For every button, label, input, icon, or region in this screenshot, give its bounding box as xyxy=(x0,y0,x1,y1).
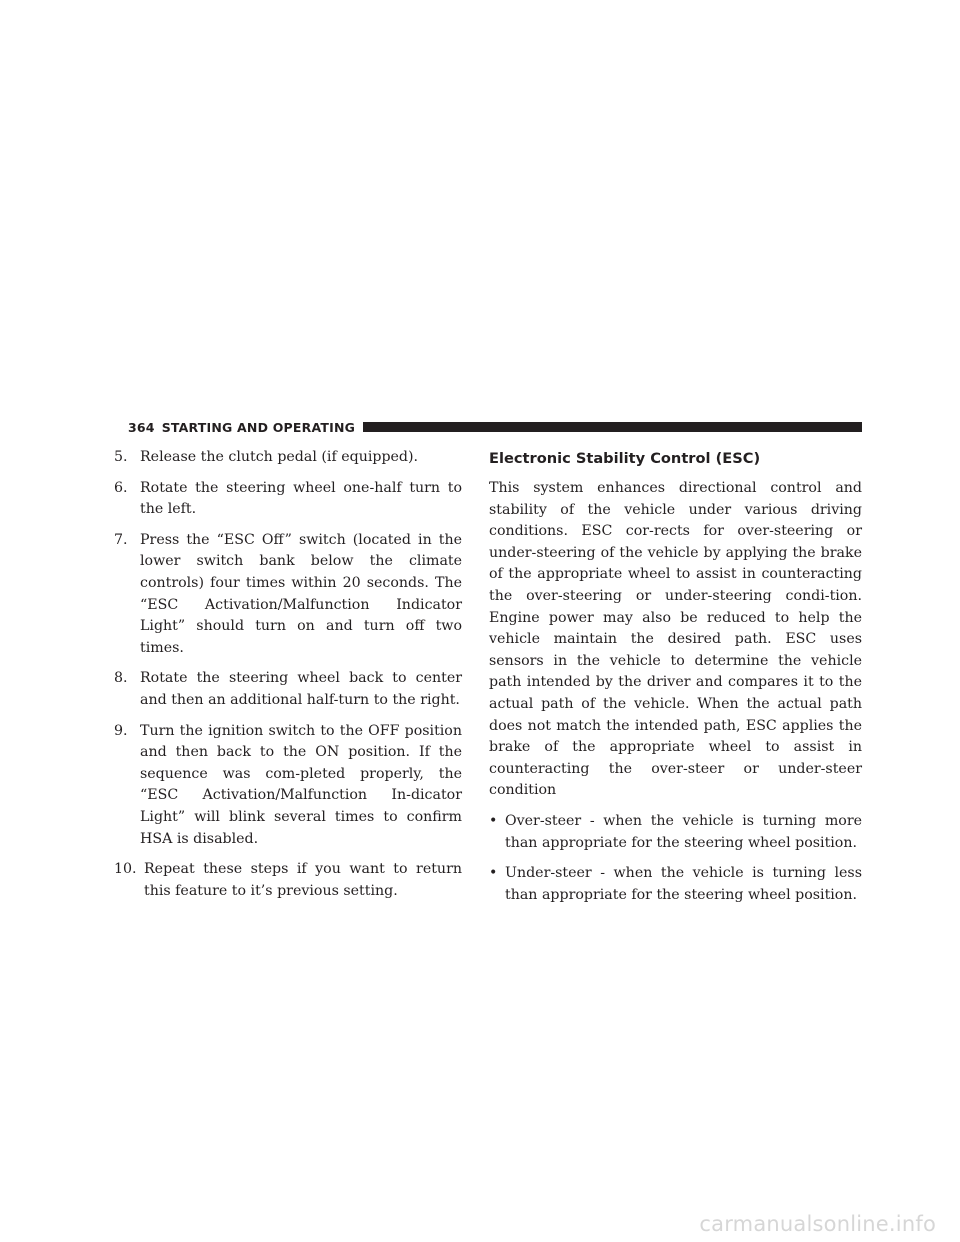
step-number: 8. xyxy=(114,670,128,687)
page-number: 364 xyxy=(128,419,155,435)
esc-heading: Electronic Stability Control (ESC) xyxy=(489,450,761,467)
step-item xyxy=(114,721,462,851)
step-text: Repeat these steps if you want to return this feature to it’s previous setting. xyxy=(144,861,462,899)
step-text: Turn the ignition switch to the OFF position and then back to the ON position. If the sequence was com-pleted properly, the “ESC Activation/Malfunction In-dicator Light” will blink several times to confirm HSA is disabled. xyxy=(140,722,462,847)
step-number: 10. xyxy=(114,861,137,878)
page-header xyxy=(128,417,862,437)
step-number: 5. xyxy=(114,449,128,465)
esc-paragraph: This system enhances directional control and stability of the vehicle under various driving conditions. ESC cor-rects for over-steering or under-steering of the vehicle by applying the brake of the appropriate wheel to assist in counteracting the over-steering or under-steering condi-tion. Engine power may also be reduced to help the vehicle maintain the desired path. ESC uses sensors in the vehicle to determine the vehicle path intended by the driver and compares it to the actual path of the vehicle. When the actual path does not match the intended path, ESC applies the brake of the appropriate wheel to assist in counteracting the over-steer or under-steer condition xyxy=(489,480,862,799)
step-text: Press the “ESC Off” switch (located in the lower switch bank below the climate controls) four times within 20 seconds. The “ESC Activation/Malfunction Indicator Light” should turn on and turn off two times. xyxy=(140,531,462,656)
step-number: 6. xyxy=(114,479,128,496)
step-text: Rotate the steering wheel one-half turn to the left. xyxy=(140,479,462,518)
step-number: 9. xyxy=(114,722,128,739)
bullet-text: Under-steer - when the vehicle is turning less than appropriate for the steering wheel position. xyxy=(505,865,862,903)
step-item xyxy=(114,859,462,902)
step-item xyxy=(114,478,462,521)
step-text: Rotate the steering wheel back to center and then an additional half-turn to the right. xyxy=(140,670,462,708)
header-rule xyxy=(363,422,862,432)
right-column xyxy=(489,447,862,915)
step-item xyxy=(114,530,462,660)
bullet-icon: • xyxy=(489,865,498,882)
bullet-item xyxy=(489,863,862,906)
left-column xyxy=(114,447,462,911)
bullet-icon: • xyxy=(489,812,498,829)
step-number: 7. xyxy=(114,531,128,548)
section-title: STARTING AND OPERATING xyxy=(161,419,356,435)
bullet-item xyxy=(489,811,862,854)
bullet-text: Over-steer - when the vehicle is turning more than appropriate for the steering wheel position. xyxy=(505,812,862,851)
watermark: carmanualsonline.info xyxy=(699,1212,936,1236)
step-item xyxy=(114,668,462,711)
step-item xyxy=(114,447,462,469)
step-text: Release the clutch pedal (if equipped). xyxy=(140,449,419,465)
